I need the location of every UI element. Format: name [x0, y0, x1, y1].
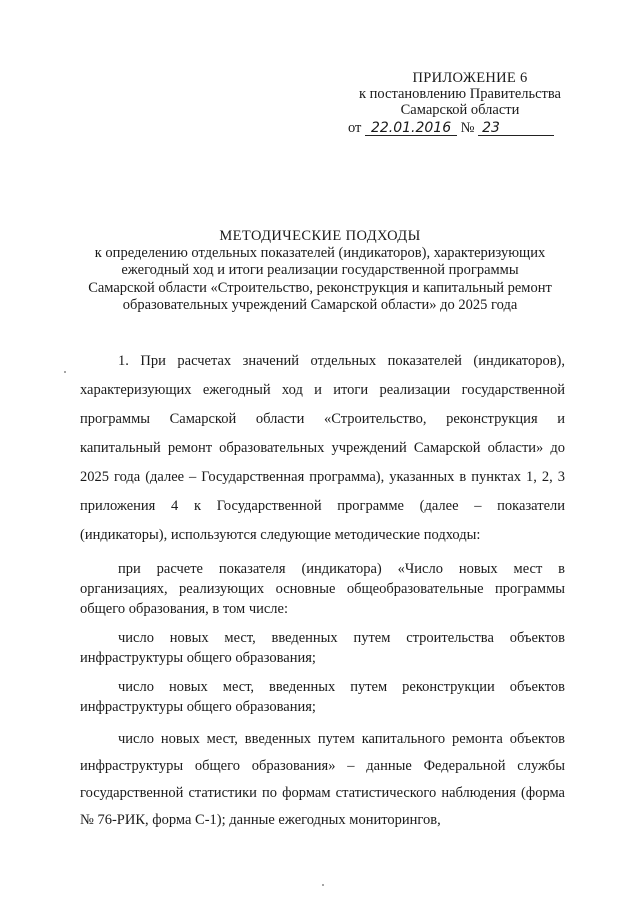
- number-prefix: №: [460, 120, 475, 136]
- handwritten-number: 23: [478, 121, 554, 136]
- paragraph-4: число новых мест, введенных путем реконструкции объектов инфраструктуры общего образования;: [80, 679, 565, 715]
- paragraph-2: при расчете показателя (индикатора) «Число новых мест в организациях, реализующих основные общеобразовательные программы общего образования, в том числе:: [80, 561, 565, 617]
- date-prefix: от: [348, 120, 362, 136]
- appendix-date-line: [330, 120, 590, 136]
- title-line-3: Самарской области «Строительство, реконструкция и капитальный ремонт: [88, 279, 552, 296]
- appendix-line-2: Самарской области: [400, 102, 520, 118]
- title-line-4: образовательных учреждений Самарской области» до 2025 года: [122, 296, 518, 313]
- appendix-line-1: к постановлению Правительства: [359, 86, 561, 102]
- handwritten-date: 22.01.2016: [365, 121, 457, 136]
- paragraph-1: 1. При расчетах значений отдельных показателей (индикаторов), характеризующих ежегодный ход и итоги реализации государственной программы Самарской области «Строительство, реконструкция и капитальный ремонт образовательных учреждений Самарской области» до 2025 года (далее – Государственная программа), указанных в пунктах 1, 2, 3 приложения 4 к Государственной программе (далее – показатели (индикаторы), используются следующие методические подходы:: [80, 353, 565, 543]
- appendix-title: ПРИЛОЖЕНИЕ 6: [412, 70, 528, 86]
- scan-speck: [322, 884, 324, 886]
- appendix-header: [330, 70, 590, 136]
- paragraph-3: число новых мест, введенных путем строительства объектов инфраструктуры общего образования;: [80, 630, 565, 666]
- document-title: [60, 228, 580, 314]
- title-heading: МЕТОДИЧЕСКИЕ ПОДХОДЫ: [219, 228, 421, 244]
- scan-speck: [64, 371, 66, 373]
- document-body: [80, 347, 565, 834]
- title-line-2: ежегодный ход и итоги реализации государственной программы: [121, 262, 519, 279]
- title-line-1: к определению отдельных показателей (индикаторов), характеризующих: [94, 245, 546, 262]
- paragraph-5: число новых мест, введенных путем капитального ремонта объектов инфраструктуры общего образования» – данные Федеральной службы государственной статистики по формам статистического наблюдения (форма № 76-РИК, форма С-1); данные ежегодных мониторингов,: [80, 731, 565, 828]
